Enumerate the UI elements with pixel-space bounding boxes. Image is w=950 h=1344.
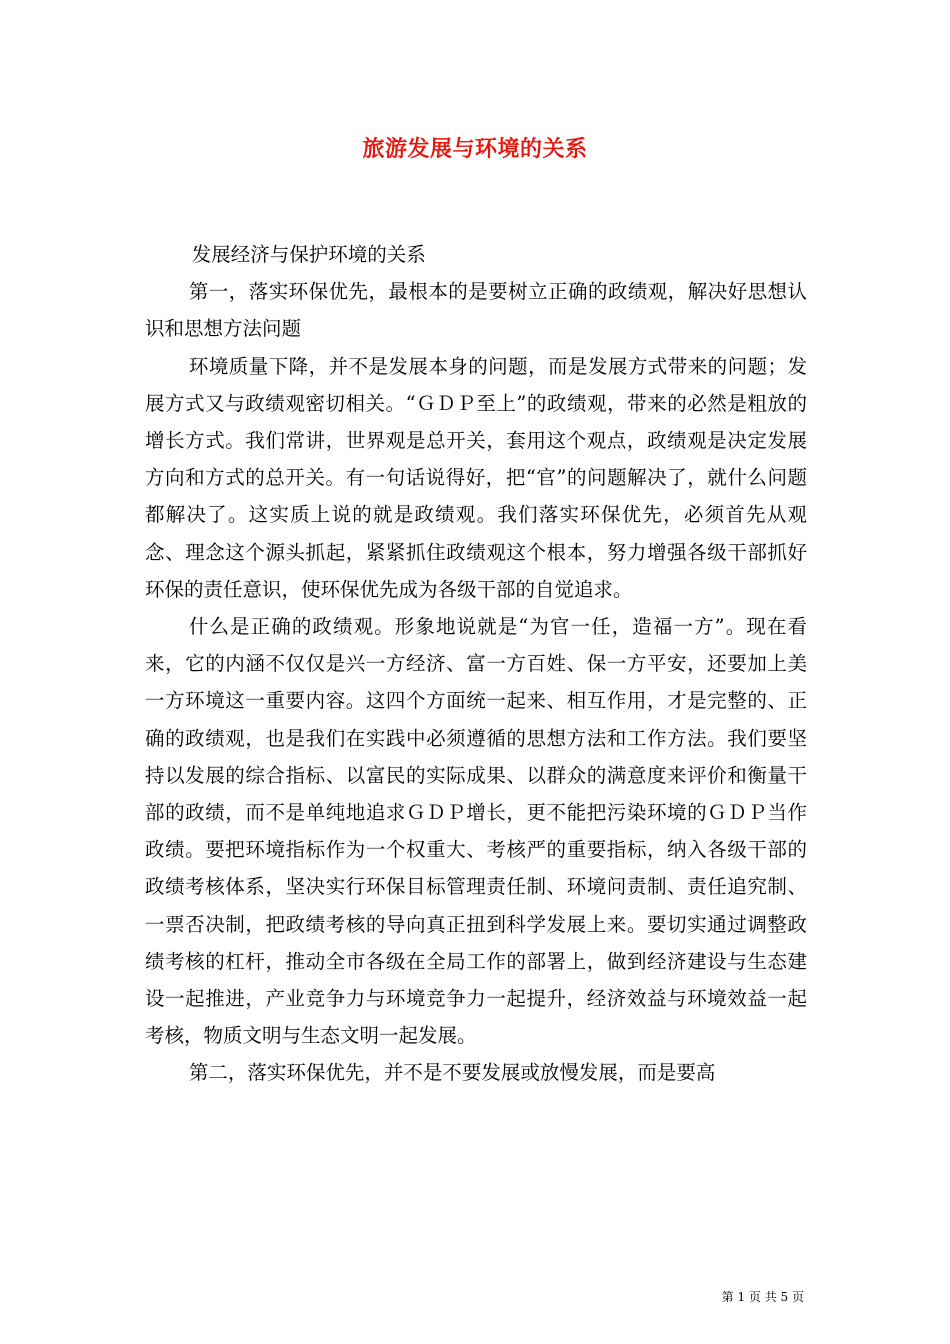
document-title: 旅游发展与环境的关系: [362, 136, 588, 162]
document-body: [145, 236, 807, 1092]
paragraph: 第二，落实环保优先，并不是不要发展或放慢发展，而是要高: [188, 1061, 716, 1085]
paragraph-subheading: 发展经济与保护环境的关系: [191, 243, 426, 266]
paragraph: 第一，落实环保优先，最根本的是要树立正确的政绩观，解决好思想认识和思想方法问题: [145, 280, 807, 341]
paragraph: 什么是正确的政绩观。形象地说就是“为官一任，造福一方”。现在看来，它的内涵不仅仅是兴一方经济、富一方百姓、保一方平安，还要加上美一方环境这一重要内容。这四个方面统一起来、相互作用，才是完整的、正确的政绩观，也是我们在实践中必须遵循的思想方法和工作方法。我们要坚持以发展的综合指标、以富民的实际成果、以群众的满意度来评价和衡量干部的政绩，而不是单纯地追求ＧＤＰ增长，更不能把污染环境的ＧＤＰ当作政绩。要把环境指标作为一个权重大、考核严的重要指标，纳入各级干部的政绩考核体系，坚决实行环保目标管理责任制、环境问责制、责任追究制、一票否决制，把政绩考核的导向真正扭到科学发展上来。要切实通过调整政绩考核的杠杆，推动全市各级在全局工作的部署上，做到经济建设与生态建设一起推进，产业竞争力与环境竞争力一起提升，经济效益与环境效益一起考核，物质文明与生态文明一起发展。: [145, 615, 807, 1048]
page-number-footer: 第 1 页 共 5 页: [721, 1290, 804, 1304]
paragraph: 环境质量下降，并不是发展本身的问题，而是发展方式带来的问题；发展方式又与政绩观密切相关。“ＧＤＰ至上”的政绩观，带来的必然是粗放的增长方式。我们常讲，世界观是总开关，套用这个观点，政绩观是决定发展方向和方式的总开关。有一句话说得好，把“官”的问题解决了，就什么问题都解决了。这实质上说的就是政绩观。我们落实环保优先，必须首先从观念、理念这个源头抓起，紧紧抓住政绩观这个根本，努力增强各级干部抓好环保的责任意识，使环保优先成为各级干部的自觉追求。: [145, 354, 807, 601]
